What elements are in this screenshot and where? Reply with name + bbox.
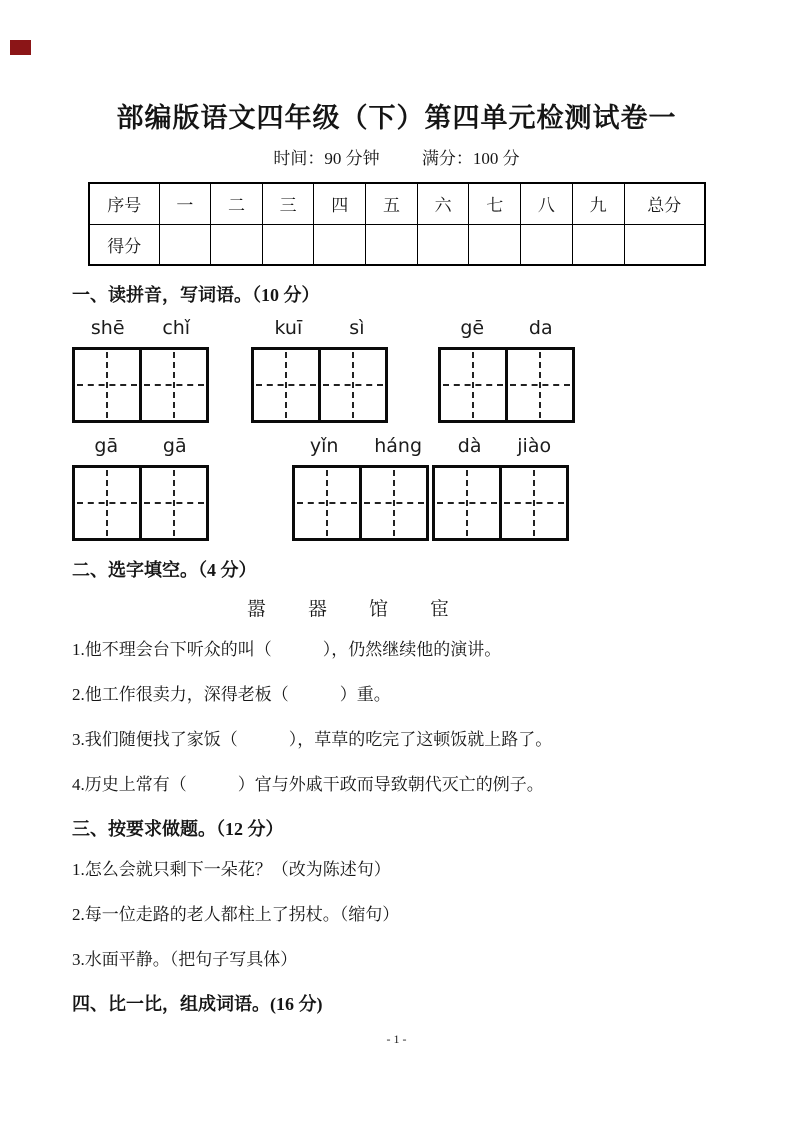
task-item: 2.每一位走路的老人都柱上了拐杖。（缩句） [72, 905, 400, 924]
score-header-cell: 三 [262, 183, 314, 224]
pinyin-label: yǐn [309, 435, 339, 457]
score-cell-empty [469, 224, 521, 265]
score-cell-empty [572, 224, 624, 265]
score-header-cell: 八 [521, 183, 573, 224]
score-cell-empty [159, 224, 211, 265]
pinyin-label: gā [94, 435, 119, 457]
score-cell-empty [314, 224, 366, 265]
score-header-cell: 总分 [624, 183, 705, 224]
red-mark [10, 40, 31, 55]
pinyin-label: da [528, 317, 553, 339]
pinyin-writing-row-2 [72, 435, 721, 541]
writing-cell [139, 465, 209, 541]
score-cell-empty [417, 224, 469, 265]
writing-cell [359, 465, 429, 541]
section1-heading: 一、读拼音，写词语。（10 分） [72, 285, 320, 305]
score-table [88, 182, 706, 266]
page-number: - 1 - [386, 1032, 407, 1046]
writing-cell [318, 347, 388, 423]
exam-time: 时间：90 分钟 [273, 149, 380, 168]
page-title: 部编版语文四年级（下）第四单元检测试卷一 [116, 103, 677, 133]
pinyin-label: gā [162, 435, 187, 457]
pinyin-label: háng [374, 435, 423, 457]
score-header-cell: 四 [314, 183, 366, 224]
score-cell-empty [624, 224, 705, 265]
pinyin-label: chǐ [162, 317, 191, 339]
writing-cell [499, 465, 569, 541]
section4-heading: 四、比一比，组成词语。(16 分) [72, 994, 323, 1014]
score-header-cell: 七 [469, 183, 521, 224]
choice-char: 宦 [430, 599, 450, 620]
word-block [292, 435, 569, 541]
score-header-cell: 六 [417, 183, 469, 224]
pinyin-label: gē [460, 317, 485, 339]
pinyin-writing-row-1 [72, 317, 721, 423]
fill-item: 3.我们随便找了家饭（ ），草草的吃完了这顿饭就上路了。 [72, 730, 553, 749]
score-header-cell: 序号 [89, 183, 159, 224]
fill-item: 4.历史上常有（ ）官与外戚干政而导致朝代灭亡的例子。 [72, 775, 544, 794]
section2-heading: 二、选字填空。（4 分） [72, 560, 257, 580]
writing-cell [505, 347, 575, 423]
writing-cell [438, 347, 508, 423]
fill-item: 1.他不理会台下听众的叫（ ），仍然继续他的演讲。 [72, 640, 502, 659]
pinyin-label: sì [349, 317, 365, 339]
character-choices [247, 594, 721, 621]
word-block [72, 317, 209, 423]
pinyin-label: dà [457, 435, 482, 457]
score-cell-empty [262, 224, 314, 265]
pinyin-label: jiào [517, 435, 552, 457]
fill-item: 2.他工作很卖力，深得老板（ ）重。 [72, 685, 391, 704]
writing-cell [72, 465, 142, 541]
word-block [72, 435, 209, 541]
score-cell-empty [211, 224, 263, 265]
writing-cell [251, 347, 321, 423]
word-block [251, 317, 388, 423]
pinyin-label: kuī [274, 317, 303, 339]
score-table-score-row [89, 224, 705, 265]
score-header-cell: 九 [572, 183, 624, 224]
word-block [438, 317, 575, 423]
score-header-cell: 一 [159, 183, 211, 224]
exam-meta [72, 144, 721, 169]
score-header-cell: 五 [366, 183, 418, 224]
task-item: 3.水面平静。（把句子写具体） [72, 950, 298, 969]
writing-cell [72, 347, 142, 423]
score-header-cell: 二 [211, 183, 263, 224]
choice-char: 嚣 [247, 599, 267, 620]
score-row-label: 得分 [89, 224, 159, 265]
writing-cell [139, 347, 209, 423]
pinyin-label: shē [90, 317, 125, 339]
task-item: 1.怎么会就只剩下一朵花？（改为陈述句） [72, 860, 391, 879]
exam-full-score: 满分：100 分 [421, 149, 520, 168]
section3-heading: 三、按要求做题。（12 分） [72, 819, 284, 839]
score-table-header-row [89, 183, 705, 224]
choice-char: 器 [308, 599, 328, 620]
score-cell-empty [366, 224, 418, 265]
writing-cell [432, 465, 502, 541]
choice-char: 馆 [369, 599, 389, 620]
writing-cell [292, 465, 362, 541]
score-cell-empty [521, 224, 573, 265]
